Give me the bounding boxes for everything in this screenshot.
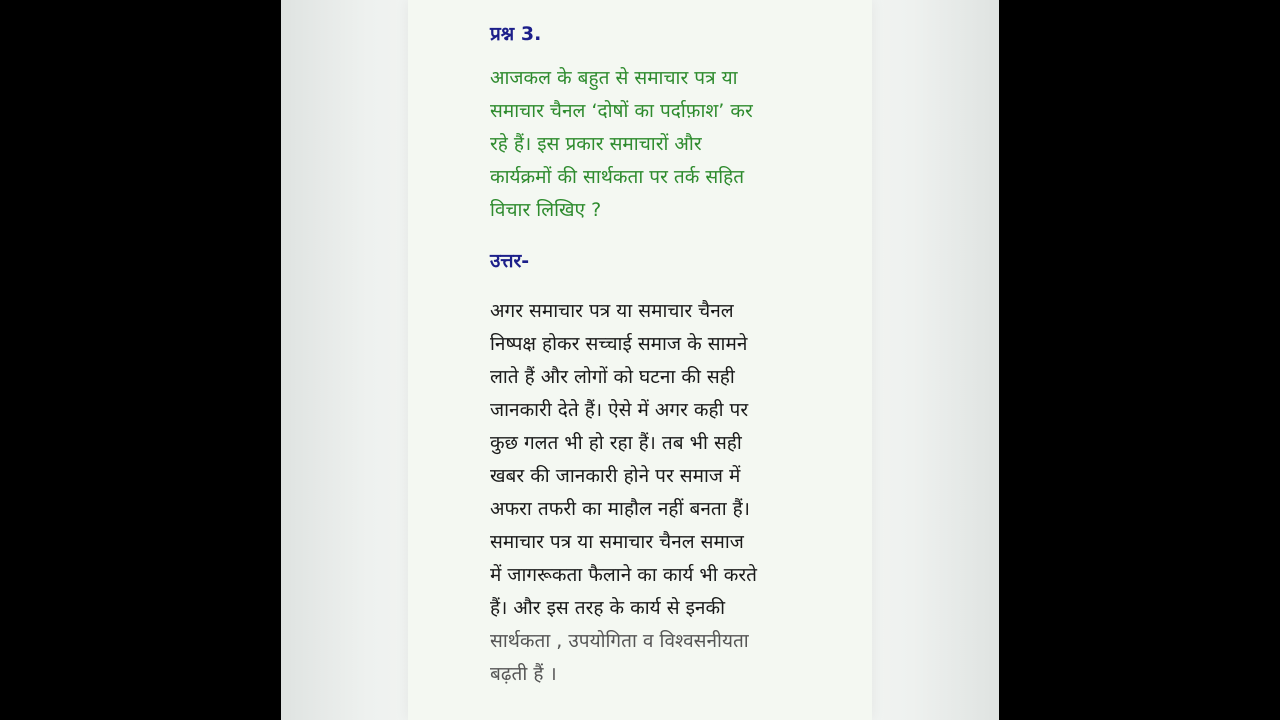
question-line: विचार लिखिए ?: [490, 199, 602, 221]
document-content: [490, 18, 820, 691]
answer-line: निष्पक्ष होकर सच्चाई समाज के सामने: [490, 333, 748, 355]
question-line: रहे हैं। इस प्रकार समाचारों और: [490, 133, 702, 155]
answer-text: [490, 295, 820, 691]
answer-line: लाते हैं और लोगों को घटना की सही: [490, 366, 735, 388]
question-line: कार्यक्रमों की सार्थकता पर तर्क सहित: [490, 166, 745, 188]
answer-line: जानकारी देते हैं। ऐसे में अगर कही पर: [490, 399, 749, 421]
answer-line: कुछ गलत भी हो रहा हैं। तब भी सही: [490, 432, 742, 454]
answer-line: सार्थकता , उपयोगिता व विश्वसनीयता: [490, 630, 749, 652]
question-line: समाचार चैनल ‘दोषों का पर्दाफ़ाश’ कर: [490, 100, 753, 122]
answer-line: हैं। और इस तरह के कार्य से इनकी: [490, 597, 725, 619]
answer-line: बढ़ती हैं ।: [490, 663, 557, 685]
answer-label: उत्तर-: [490, 250, 530, 272]
answer-line: में जागरूकता फैलाने का कार्य भी करते: [490, 564, 757, 586]
answer-line: समाचार पत्र या समाचार चैनल समाज: [490, 531, 744, 553]
question-text: [490, 62, 820, 227]
answer-line: अफरा तफरी का माहौल नहीं बनता हैं।: [490, 498, 750, 520]
answer-line: अगर समाचार पत्र या समाचार चैनल: [490, 300, 734, 322]
answer-line: खबर की जानकारी होने पर समाज में: [490, 465, 741, 487]
question-label: प्रश्न 3.: [490, 23, 542, 45]
question-line: आजकल के बहुत से समाचार पत्र या: [490, 67, 738, 89]
